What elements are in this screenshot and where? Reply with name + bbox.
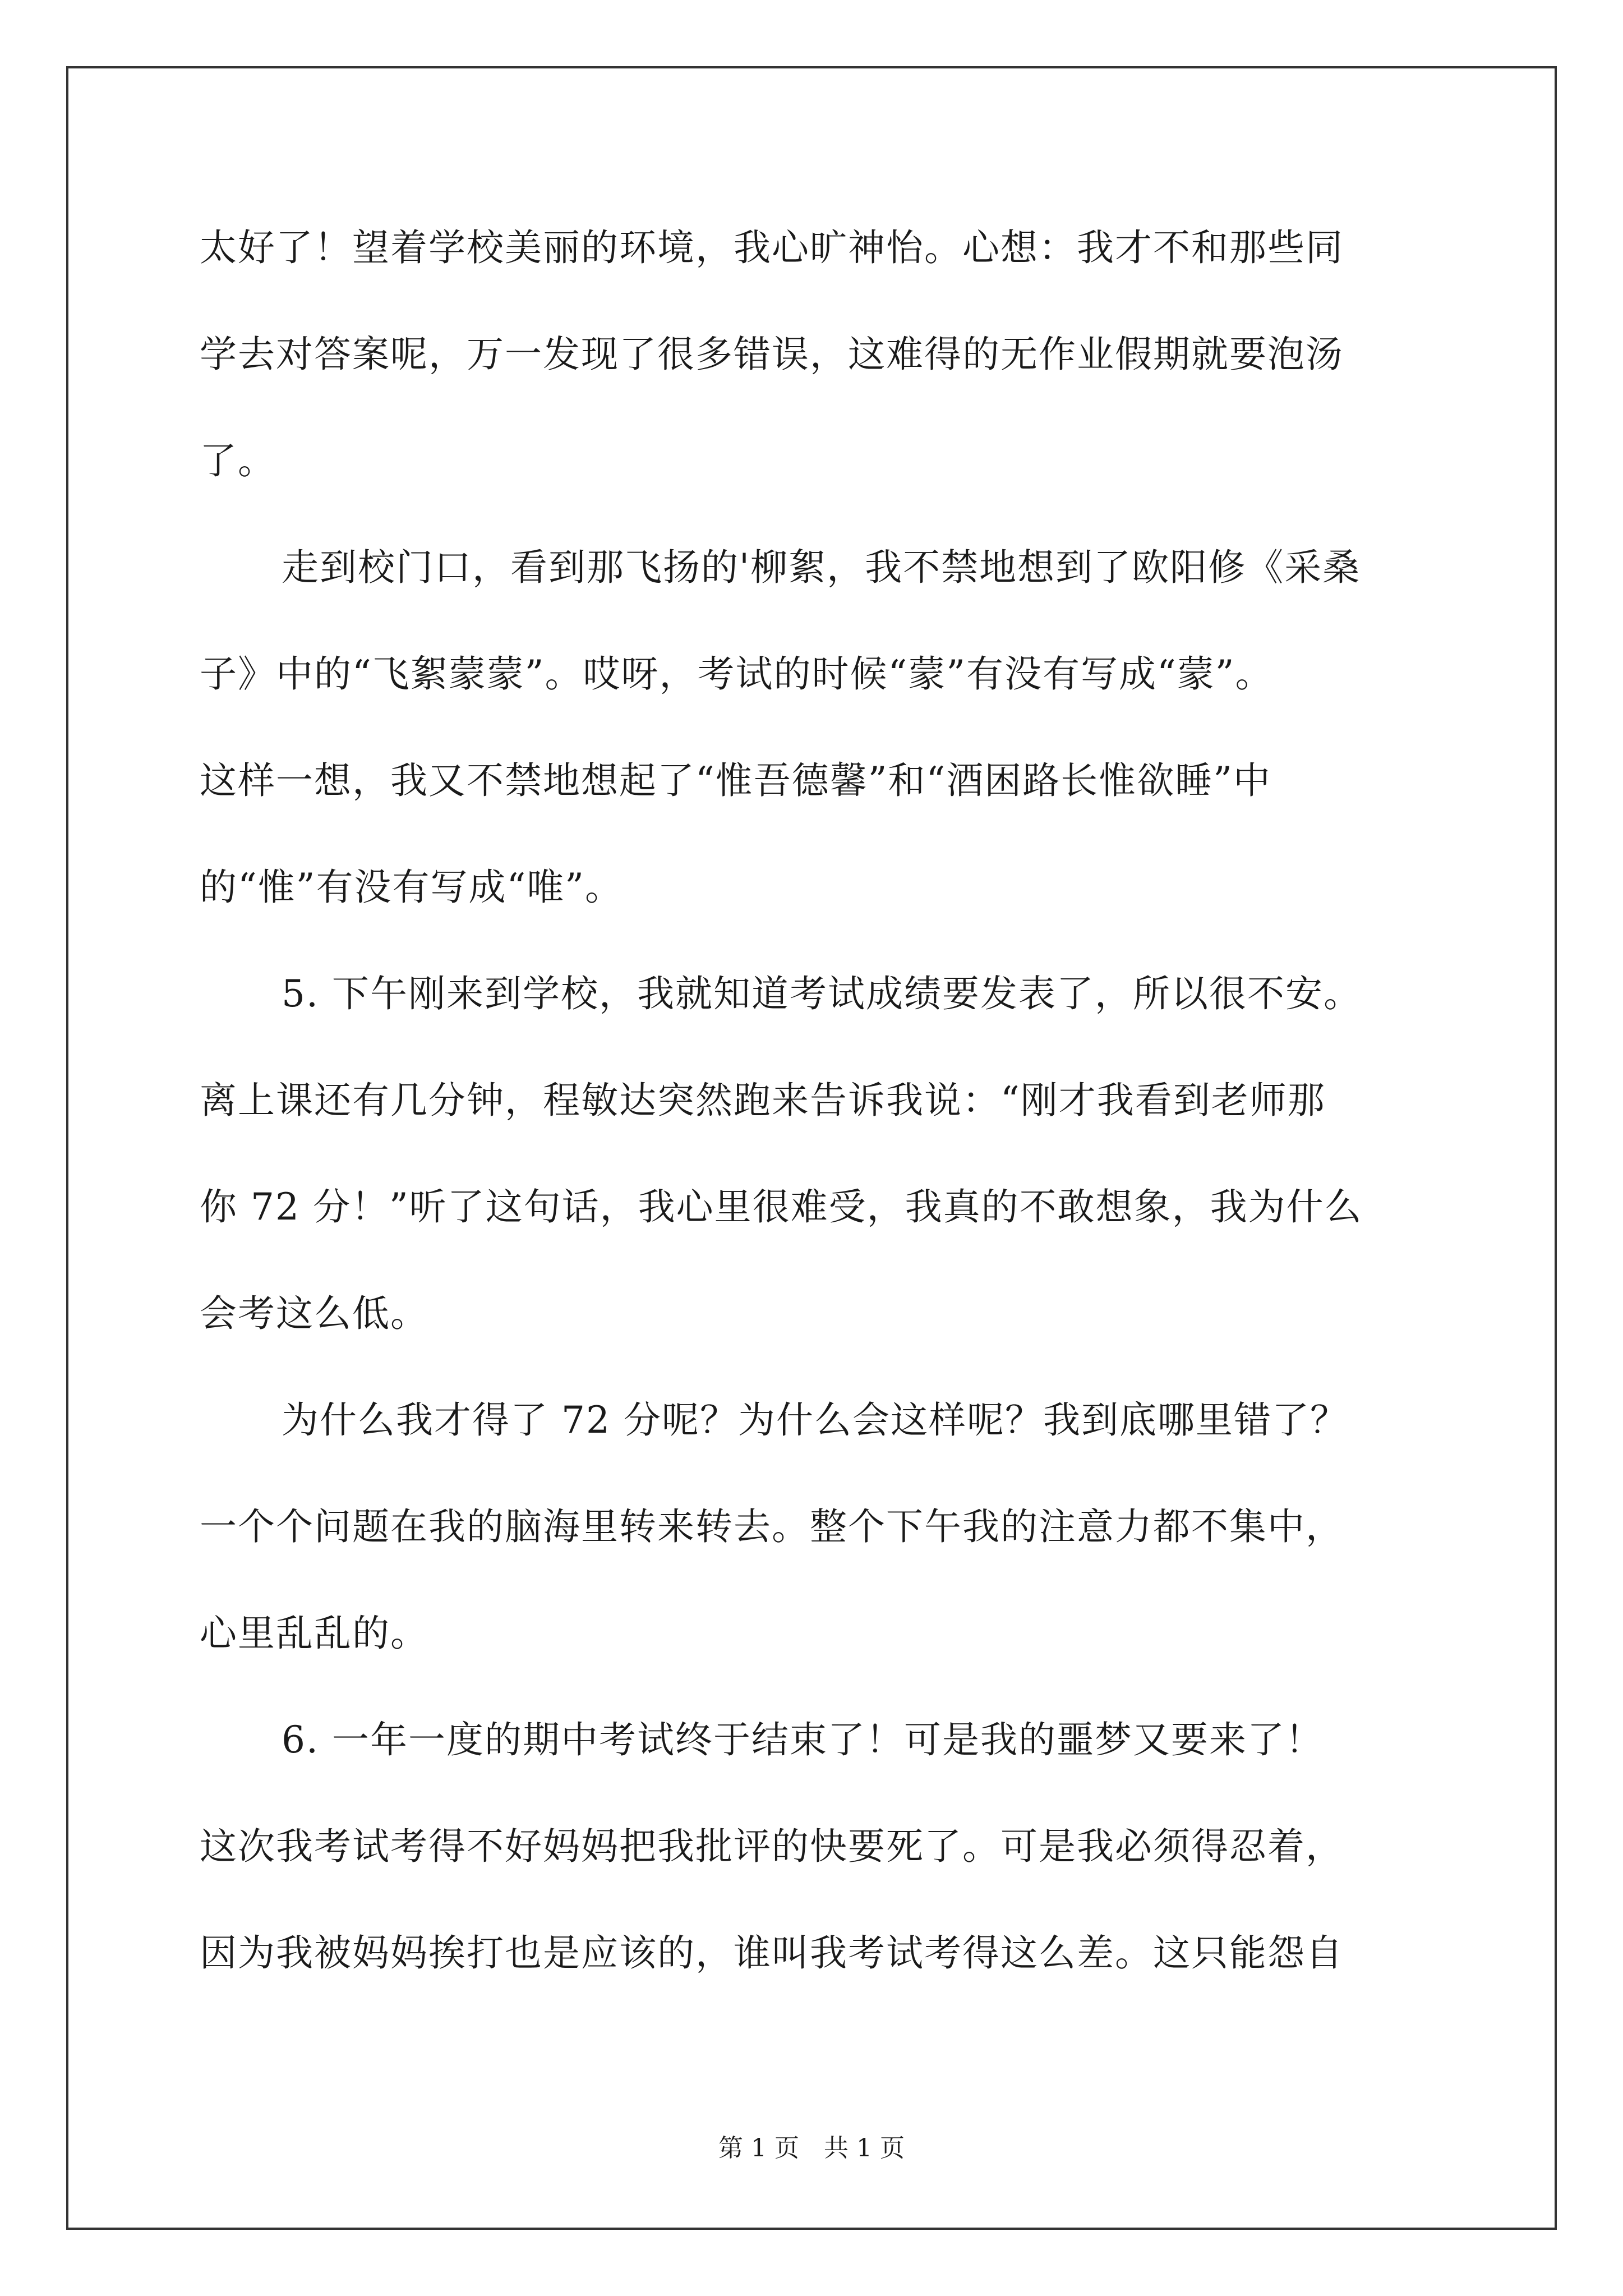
text-line: 会考这么低。 (200, 1292, 428, 1335)
text-line: 一个个问题在我的脑海里转来转去。整个下午我的注意力都不集中， (200, 1505, 1344, 1548)
text-line: 子》中的“飞絮蒙蒙”。哎呀，考试的时候“蒙”有没有写成“蒙”。 (200, 652, 1274, 696)
text-line: 了。 (200, 439, 276, 482)
paragraph-start-line: 走到校门口，看到那飞扬的'柳絮，我不禁地想到了欧阳修《采桑 (282, 546, 1361, 589)
page-border (66, 66, 1557, 2230)
text-line: 的“惟”有没有写成“唯”。 (200, 866, 623, 909)
text-line: 太好了！望着学校美丽的环境，我心旷神怡。心想：我才不和那些同 (200, 226, 1344, 269)
paragraph-start-line: 5. 下午刚来到学校，我就知道考试成绩要发表了，所以很不安。 (282, 972, 1362, 1015)
text-line: 因为我被妈妈挨打也是应该的，谁叫我考试考得这么差。这只能怨自 (200, 1931, 1344, 1975)
paragraph-start-line: 为什么我才得了 72 分呢？为什么会这样呢？我到底哪里错了？ (282, 1398, 1348, 1442)
text-line: 离上课还有几分钟，程敏达突然跑来告诉我说：“刚才我看到老师那 (200, 1079, 1326, 1122)
page-number-footer: 第 1 页 共 1 页 (718, 2134, 905, 2162)
paragraph-start-line: 6. 一年一度的期中考试终于结束了！可是我的噩梦又要来了！ (282, 1718, 1324, 1761)
text-line: 你 72 分！”听了这句话，我心里很难受，我真的不敢想象，我为什么 (200, 1185, 1363, 1228)
text-line: 心里乱乱的。 (200, 1612, 428, 1655)
text-line: 这次我考试考得不好妈妈把我批评的快要死了。可是我必须得忍着， (200, 1825, 1344, 1868)
text-line: 学去对答案呢，万一发现了很多错误，这难得的无作业假期就要泡汤 (200, 333, 1344, 376)
text-line: 这样一想，我又不禁地想起了“惟吾德馨”和“酒困路长惟欲睡”中 (200, 759, 1271, 802)
